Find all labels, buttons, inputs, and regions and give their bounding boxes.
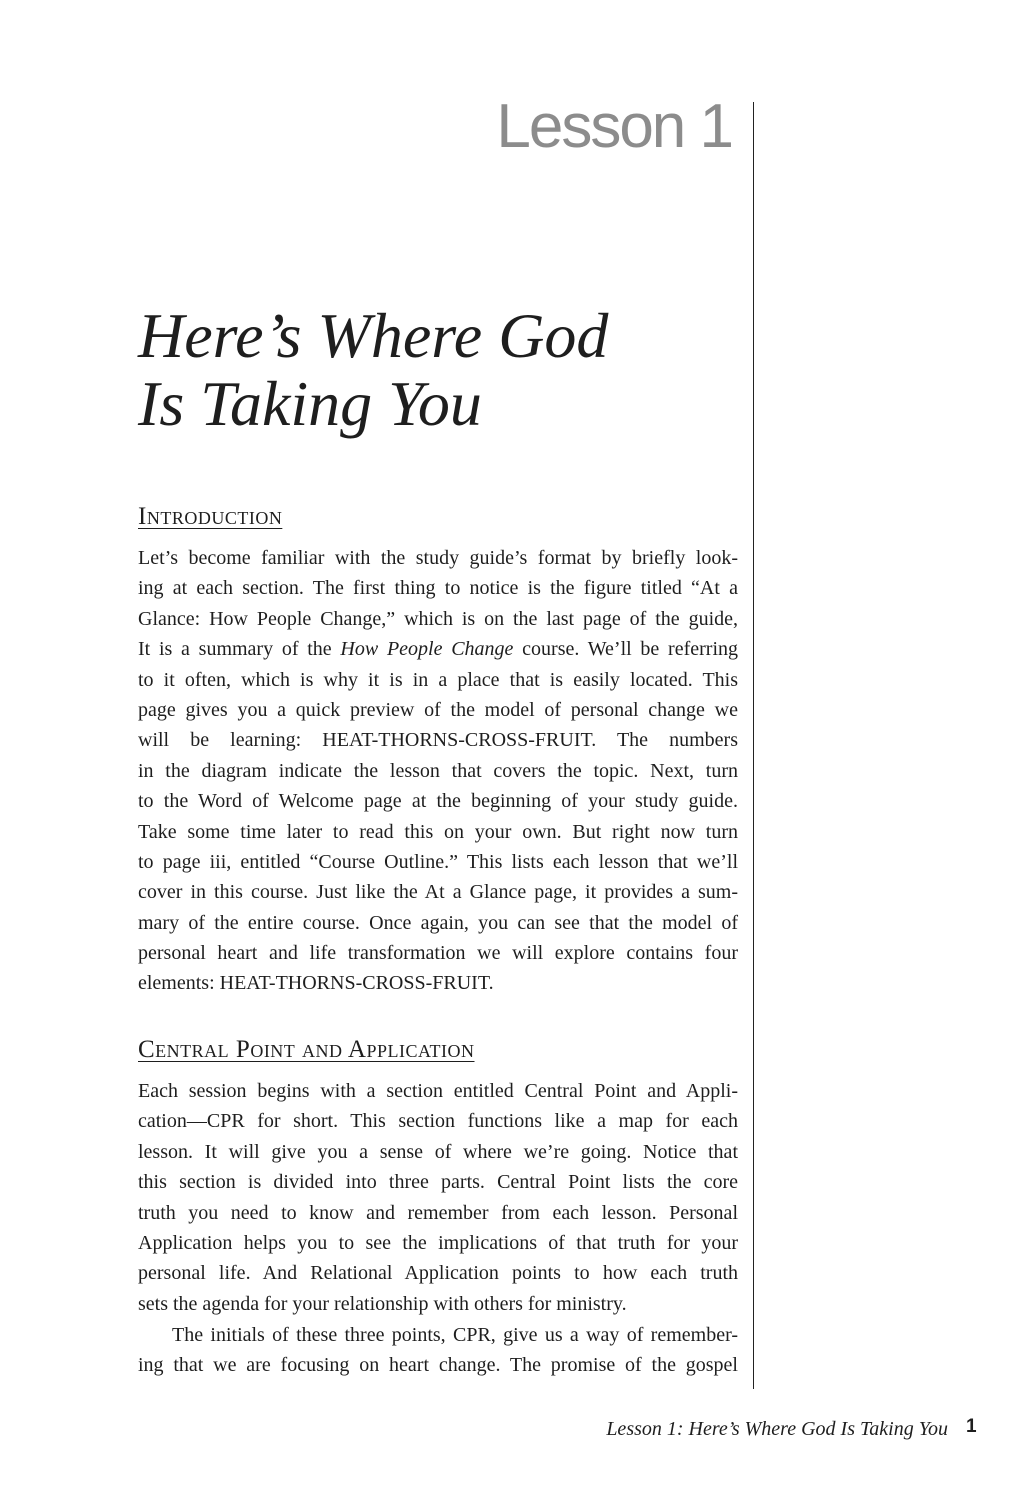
lesson-label: Lesson 1 <box>496 92 732 161</box>
text-line: ing at each section. The first thing to notice is the figure titled “At a <box>138 577 738 600</box>
central-point-paragraph-2 <box>138 1320 738 1381</box>
text-line: Let’s become familiar with the study guide’s format by briefly look- <box>138 547 738 569</box>
text-line: in the diagram indicate the lesson that covers the topic. Next, turn <box>138 759 738 782</box>
page-number: 1 <box>966 1416 977 1437</box>
text-line: to the Word of Welcome page at the beginning of your study guide. <box>138 790 738 813</box>
text-line: Glance: How People Change,” which is on the last page of the guide, <box>138 607 738 630</box>
text-line: will be learning: HEAT-THORNS-CROSS-FRUIT. The numbers <box>138 729 738 752</box>
text-segment: It is a summary of the <box>138 638 341 661</box>
text-line: to page iii, entitled “Course Outline.” This lists each lesson that we’ll <box>138 850 738 873</box>
text-line: ing that we are focusing on heart change. The promise of the gospel <box>138 1354 738 1377</box>
text-line: page gives you a quick preview of the model of personal change we <box>138 698 738 721</box>
central-point-heading: Central Point and Application <box>138 1036 475 1063</box>
text-line: lesson. It will give you a sense of where we’re going. Notice that <box>138 1140 738 1163</box>
title-line-2: Is Taking You <box>138 368 482 439</box>
text-line: Take some time later to read this on your own. But right now turn <box>138 820 738 843</box>
introduction-heading: Introduction <box>138 503 283 530</box>
text-line: sets the agenda for your relationship with others for ministry. <box>138 1292 627 1315</box>
text-line: The initials of these three points, CPR, give us a way of remember- <box>172 1324 738 1346</box>
text-segment: course. We’ll be referring <box>513 638 738 661</box>
text-line: this section is divided into three parts. Central Point lists the core <box>138 1171 738 1194</box>
text-line: cation—CPR for short. This section functions like a map for each <box>138 1110 738 1133</box>
text-line <box>138 634 738 664</box>
text-line: mary of the entire course. Once again, you can see that the model of <box>138 911 738 934</box>
italic-book-title: How People Change <box>340 638 514 661</box>
text-line: Application helps you to see the implications of that truth for your <box>138 1231 738 1254</box>
text-line: elements: HEAT-THORNS-CROSS-FRUIT. <box>138 972 494 995</box>
page-title <box>138 302 608 438</box>
text-line: to it often, which is why it is in a place that is easily located. This <box>138 668 738 691</box>
text-line: Each session begins with a section entitled Central Point and Appli- <box>138 1080 738 1102</box>
text-line: truth you need to know and remember from each lesson. Personal <box>138 1201 738 1224</box>
text-line: cover in this course. Just like the At a Glance page, it provides a sum- <box>138 881 738 904</box>
text-line: personal life. And Relational Application points to how each truth <box>138 1262 738 1285</box>
title-line-1: Here’s Where God <box>138 300 609 371</box>
central-point-paragraph-1 <box>138 1076 738 1319</box>
text-line: personal heart and life transformation we will explore contains four <box>138 942 738 965</box>
introduction-paragraph <box>138 543 738 999</box>
running-footer-title: Lesson 1: Here’s Where God Is Taking You <box>606 1418 948 1440</box>
vertical-rule <box>753 102 754 1389</box>
